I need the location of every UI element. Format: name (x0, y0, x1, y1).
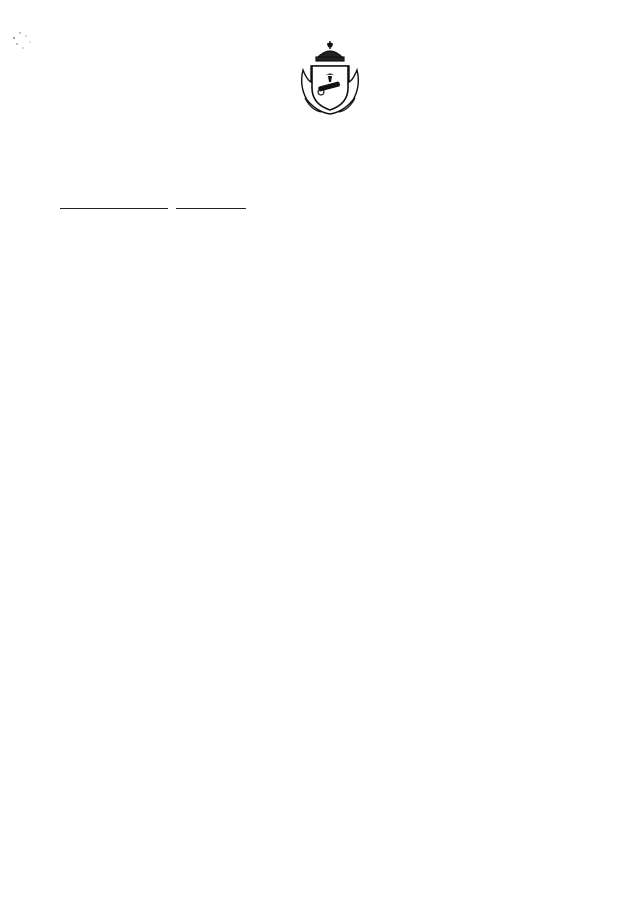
scan-artifact (8, 28, 38, 58)
handwritten-date (60, 208, 168, 209)
coat-of-arms-icon (295, 40, 365, 118)
registration-line (58, 193, 246, 223)
handwritten-number (176, 208, 246, 209)
